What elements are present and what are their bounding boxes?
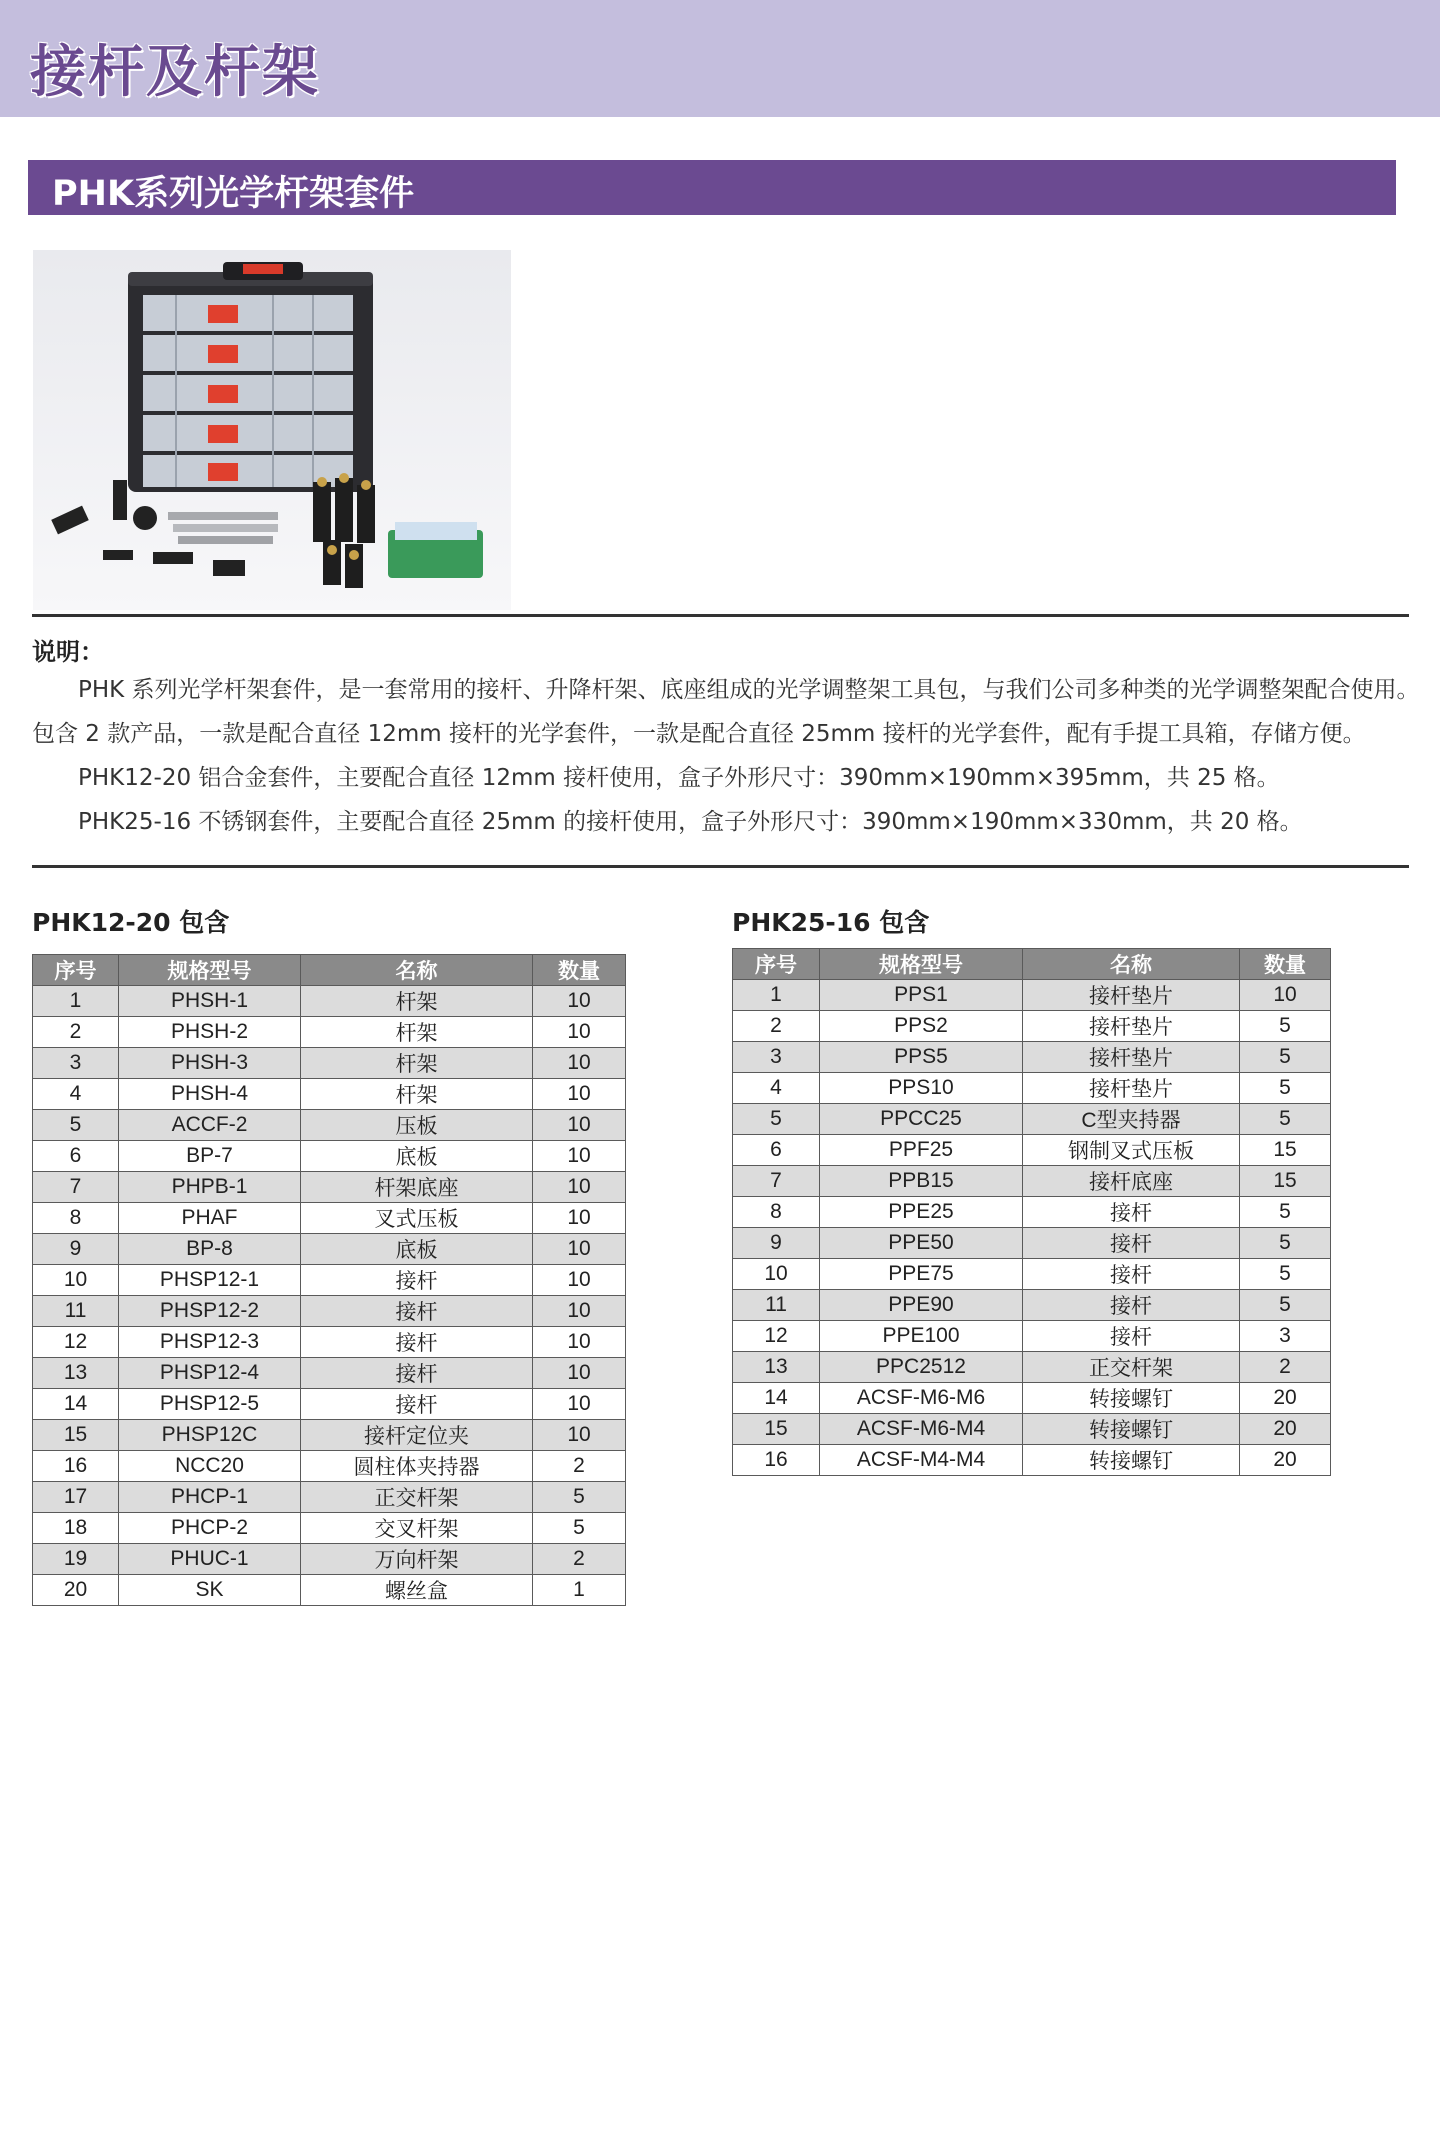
table2-title: PHK25-16 包含: [732, 908, 930, 937]
cell-model: PHUC-1: [119, 1544, 301, 1575]
description: [32, 668, 1422, 844]
cell-model: ACSF-M6-M4: [820, 1414, 1023, 1445]
cell-qty: 5: [1240, 1228, 1331, 1259]
cell-qty: 20: [1240, 1414, 1331, 1445]
cell-model: BP-8: [119, 1234, 301, 1265]
cell-qty: 10: [533, 986, 626, 1017]
table-row: [33, 1048, 626, 1079]
table-row: [733, 1352, 1331, 1383]
cell-name: 杆架: [301, 1017, 533, 1048]
cell-name: 接杆: [301, 1327, 533, 1358]
cell-index: 2: [733, 1011, 820, 1042]
cell-name: 接杆: [301, 1296, 533, 1327]
cell-name: 螺丝盒: [301, 1575, 533, 1606]
table-header-row: [33, 955, 626, 986]
cell-model: PPE100: [820, 1321, 1023, 1352]
description-label: 说明：: [32, 638, 104, 666]
cell-model: PHPB-1: [119, 1172, 301, 1203]
cell-qty: 15: [1240, 1166, 1331, 1197]
cell-name: 接杆定位夹: [301, 1420, 533, 1451]
table-row: [733, 1321, 1331, 1352]
cell-index: 10: [33, 1265, 119, 1296]
cell-model: PPE25: [820, 1197, 1023, 1228]
cell-name: 转接螺钉: [1023, 1383, 1240, 1414]
cell-model: PPE75: [820, 1259, 1023, 1290]
cell-name: 接杆垫片: [1023, 1042, 1240, 1073]
cell-index: 12: [733, 1321, 820, 1352]
cell-qty: 10: [533, 1079, 626, 1110]
cell-index: 14: [33, 1389, 119, 1420]
table-row: [733, 1383, 1331, 1414]
table-row: [33, 1234, 626, 1265]
cell-index: 7: [33, 1172, 119, 1203]
cell-model: PHAF: [119, 1203, 301, 1234]
col-header-index: 序号: [33, 955, 119, 986]
table-row: [33, 1389, 626, 1420]
cell-qty: 5: [533, 1513, 626, 1544]
table-row: [33, 1141, 626, 1172]
cell-name: 转接螺钉: [1023, 1445, 1240, 1476]
cell-model: PPB15: [820, 1166, 1023, 1197]
cell-qty: 2: [533, 1451, 626, 1482]
table-row: [733, 1166, 1331, 1197]
cell-qty: 15: [1240, 1135, 1331, 1166]
cell-name: 底板: [301, 1234, 533, 1265]
cell-index: 16: [33, 1451, 119, 1482]
cell-qty: 3: [1240, 1321, 1331, 1352]
section-bar: [28, 160, 1396, 215]
table-row: [33, 1420, 626, 1451]
cell-model: PPE50: [820, 1228, 1023, 1259]
cell-index: 1: [33, 986, 119, 1017]
cell-name: 杆架底座: [301, 1172, 533, 1203]
table-row: [33, 1575, 626, 1606]
cell-qty: 10: [533, 1420, 626, 1451]
section-title: PHK系列光学杆架套件: [52, 174, 415, 214]
cell-model: PHCP-2: [119, 1513, 301, 1544]
cell-index: 4: [33, 1079, 119, 1110]
cell-qty: 10: [533, 1141, 626, 1172]
cell-qty: 5: [1240, 1104, 1331, 1135]
table-row: [733, 1197, 1331, 1228]
table-row: [733, 1228, 1331, 1259]
cell-qty: 10: [533, 1327, 626, 1358]
col-header-qty: 数量: [533, 955, 626, 986]
table-row: [33, 1544, 626, 1575]
cell-name: 接杆: [301, 1358, 533, 1389]
table-row: [33, 1265, 626, 1296]
cell-index: 7: [733, 1166, 820, 1197]
cell-model: PPS10: [820, 1073, 1023, 1104]
cell-model: PPE90: [820, 1290, 1023, 1321]
cell-qty: 20: [1240, 1445, 1331, 1476]
cell-model: SK: [119, 1575, 301, 1606]
cell-index: 11: [733, 1290, 820, 1321]
cell-index: 6: [733, 1135, 820, 1166]
table-row: [33, 986, 626, 1017]
table-row: [733, 980, 1331, 1011]
cell-index: 8: [733, 1197, 820, 1228]
drawer-rows: [143, 295, 353, 487]
cell-name: 杆架: [301, 986, 533, 1017]
cell-qty: 5: [533, 1482, 626, 1513]
cell-model: NCC20: [119, 1451, 301, 1482]
cell-name: 杆架: [301, 1048, 533, 1079]
cell-qty: 10: [533, 1017, 626, 1048]
cell-index: 3: [33, 1048, 119, 1079]
table-row: [33, 1482, 626, 1513]
cell-index: 19: [33, 1544, 119, 1575]
cell-qty: 10: [1240, 980, 1331, 1011]
cell-index: 15: [733, 1414, 820, 1445]
cell-qty: 10: [533, 1296, 626, 1327]
page-title: 接杆及杆架: [30, 40, 320, 105]
cell-name: 接杆底座: [1023, 1166, 1240, 1197]
cell-name: 接杆: [1023, 1321, 1240, 1352]
cell-name: 接杆: [1023, 1290, 1240, 1321]
cell-model: PHCP-1: [119, 1482, 301, 1513]
cell-index: 3: [733, 1042, 820, 1073]
table-row: [33, 1203, 626, 1234]
cell-qty: 10: [533, 1048, 626, 1079]
col-header-name: 名称: [1023, 949, 1240, 980]
cell-model: PPS5: [820, 1042, 1023, 1073]
cell-qty: 5: [1240, 1259, 1331, 1290]
cell-model: PHSH-1: [119, 986, 301, 1017]
cell-index: 13: [733, 1352, 820, 1383]
cell-model: PHSP12-2: [119, 1296, 301, 1327]
rule-bottom: [32, 865, 1409, 868]
cell-index: 5: [733, 1104, 820, 1135]
product-photo: [33, 250, 511, 610]
table-row: [733, 1104, 1331, 1135]
cell-model: ACSF-M4-M4: [820, 1445, 1023, 1476]
table-row: [33, 1017, 626, 1048]
cell-model: PHSP12-3: [119, 1327, 301, 1358]
table-phk12-20: [32, 954, 626, 1606]
cell-index: 1: [733, 980, 820, 1011]
cell-qty: 20: [1240, 1383, 1331, 1414]
cell-name: 压板: [301, 1110, 533, 1141]
table-row: [33, 1358, 626, 1389]
cell-model: PHSH-4: [119, 1079, 301, 1110]
cell-name: 接杆: [301, 1389, 533, 1420]
cell-qty: 5: [1240, 1011, 1331, 1042]
table-row: [733, 1135, 1331, 1166]
table-row: [733, 1290, 1331, 1321]
cell-index: 15: [33, 1420, 119, 1451]
header-band: [0, 0, 1440, 117]
table-row: [733, 1414, 1331, 1445]
cell-qty: 1: [533, 1575, 626, 1606]
cell-name: 接杆垫片: [1023, 1073, 1240, 1104]
cell-name: 圆柱体夹持器: [301, 1451, 533, 1482]
table-header-row: [733, 949, 1331, 980]
cell-qty: 10: [533, 1234, 626, 1265]
cell-index: 18: [33, 1513, 119, 1544]
cell-index: 14: [733, 1383, 820, 1414]
cell-name: 接杆垫片: [1023, 980, 1240, 1011]
cell-name: 交叉杆架: [301, 1513, 533, 1544]
cell-index: 9: [33, 1234, 119, 1265]
cell-name: 叉式压板: [301, 1203, 533, 1234]
cell-index: 20: [33, 1575, 119, 1606]
cell-index: 11: [33, 1296, 119, 1327]
cell-index: 10: [733, 1259, 820, 1290]
cell-qty: 5: [1240, 1042, 1331, 1073]
col-header-model: 规格型号: [119, 955, 301, 986]
cell-model: ACCF-2: [119, 1110, 301, 1141]
col-header-name: 名称: [301, 955, 533, 986]
cell-name: 接杆: [1023, 1259, 1240, 1290]
table-row: [33, 1110, 626, 1141]
cell-qty: 2: [1240, 1352, 1331, 1383]
cell-model: PHSH-2: [119, 1017, 301, 1048]
table-row: [33, 1172, 626, 1203]
cell-model: PHSH-3: [119, 1048, 301, 1079]
table-row: [33, 1513, 626, 1544]
cell-model: PPCC25: [820, 1104, 1023, 1135]
cell-qty: 10: [533, 1172, 626, 1203]
cell-name: 正交杆架: [301, 1482, 533, 1513]
cell-qty: 10: [533, 1389, 626, 1420]
table-row: [733, 1011, 1331, 1042]
cell-index: 13: [33, 1358, 119, 1389]
cell-name: 接杆: [1023, 1197, 1240, 1228]
cell-qty: 10: [533, 1203, 626, 1234]
table-row: [33, 1451, 626, 1482]
table-row: [33, 1296, 626, 1327]
cell-model: PHSP12-4: [119, 1358, 301, 1389]
cell-model: PHSP12C: [119, 1420, 301, 1451]
cell-index: 16: [733, 1445, 820, 1476]
cell-index: 6: [33, 1141, 119, 1172]
table-row: [733, 1073, 1331, 1104]
col-header-model: 规格型号: [820, 949, 1023, 980]
description-para-1: PHK 系列光学杆架套件，是一套常用的接杆、升降杆架、底座组成的光学调整架工具包，与我们公司多种类的光学调整架配合使用。包含 2 款产品，一款是配合直径 12mm 接杆的光学套件，一款是配合直径 25mm 接杆的光学套件，配有手提工具箱，存储方便。: [32, 677, 1420, 747]
cell-name: 底板: [301, 1141, 533, 1172]
cell-name: 杆架: [301, 1079, 533, 1110]
cell-model: PHSP12-5: [119, 1389, 301, 1420]
cell-name: 接杆: [301, 1265, 533, 1296]
cell-name: 转接螺钉: [1023, 1414, 1240, 1445]
col-header-qty: 数量: [1240, 949, 1331, 980]
cell-index: 9: [733, 1228, 820, 1259]
cell-name: 接杆: [1023, 1228, 1240, 1259]
cell-model: PPS1: [820, 980, 1023, 1011]
table-phk25-16: [732, 948, 1331, 1476]
table1-title: PHK12-20 包含: [32, 908, 230, 937]
cell-index: 8: [33, 1203, 119, 1234]
cell-qty: 10: [533, 1110, 626, 1141]
cell-qty: 5: [1240, 1290, 1331, 1321]
table-row: [33, 1079, 626, 1110]
cell-qty: 10: [533, 1265, 626, 1296]
cell-index: 17: [33, 1482, 119, 1513]
cell-qty: 2: [533, 1544, 626, 1575]
cell-qty: 5: [1240, 1073, 1331, 1104]
description-para-3: PHK25-16 不锈钢套件，主要配合直径 25mm 的接杆使用，盒子外形尺寸：390mm×190mm×330mm，共 20 格。: [78, 809, 1303, 835]
cell-model: PPC2512: [820, 1352, 1023, 1383]
cell-qty: 10: [533, 1358, 626, 1389]
cell-model: BP-7: [119, 1141, 301, 1172]
cell-model: PPS2: [820, 1011, 1023, 1042]
cell-qty: 5: [1240, 1197, 1331, 1228]
cell-model: ACSF-M6-M6: [820, 1383, 1023, 1414]
cell-name: 接杆垫片: [1023, 1011, 1240, 1042]
cell-index: 12: [33, 1327, 119, 1358]
cell-model: PPF25: [820, 1135, 1023, 1166]
table-row: [33, 1327, 626, 1358]
description-para-2: PHK12-20 铝合金套件，主要配合直径 12mm 接杆使用，盒子外形尺寸：390mm×190mm×395mm，共 25 格。: [78, 765, 1280, 791]
cell-name: 钢制叉式压板: [1023, 1135, 1240, 1166]
cell-index: 4: [733, 1073, 820, 1104]
table-row: [733, 1042, 1331, 1073]
col-header-index: 序号: [733, 949, 820, 980]
cell-index: 5: [33, 1110, 119, 1141]
table-row: [733, 1259, 1331, 1290]
rule-top: [32, 614, 1409, 617]
table-row: [733, 1445, 1331, 1476]
cell-model: PHSP12-1: [119, 1265, 301, 1296]
cell-name: 正交杆架: [1023, 1352, 1240, 1383]
cell-index: 2: [33, 1017, 119, 1048]
rods: [168, 512, 278, 544]
cell-name: 万向杆架: [301, 1544, 533, 1575]
cell-name: C型夹持器: [1023, 1104, 1240, 1135]
